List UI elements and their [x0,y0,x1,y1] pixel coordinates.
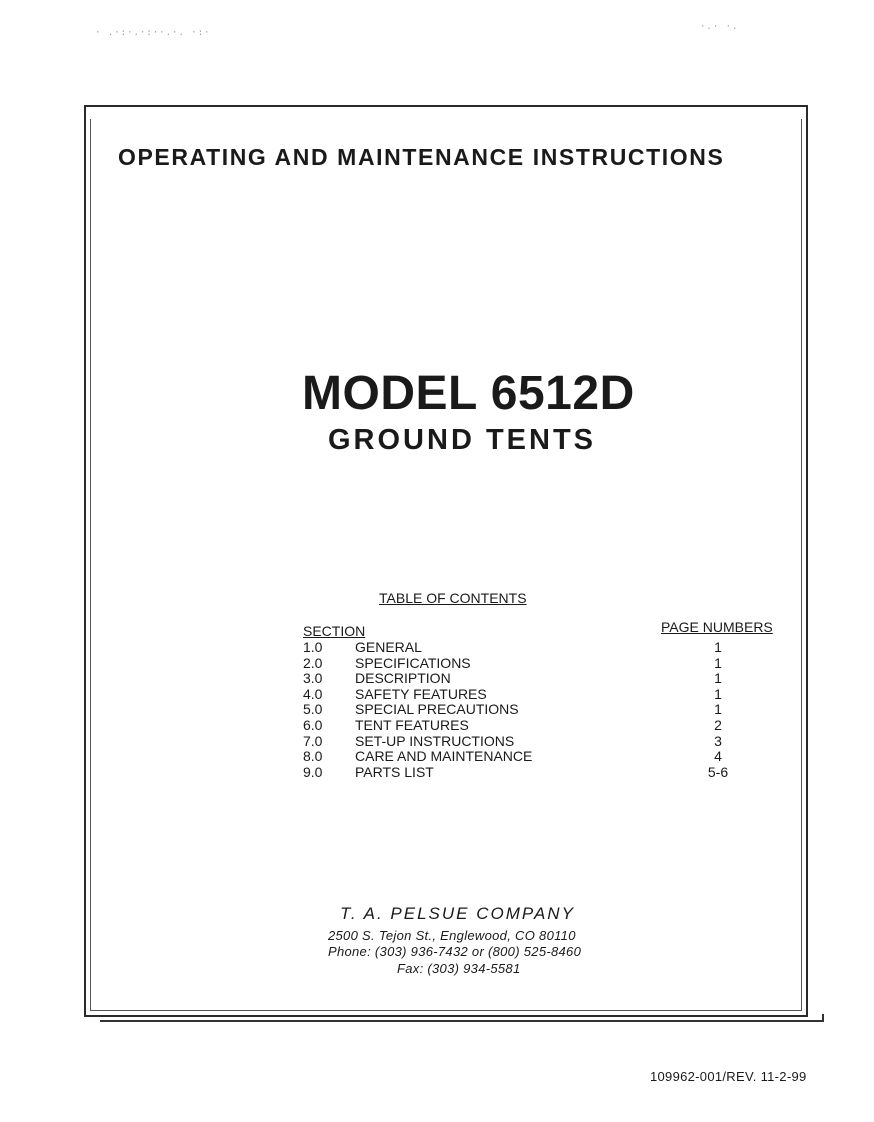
toc-page-number: 1 [714,685,722,702]
toc-row [303,765,783,781]
toc-row [303,749,783,765]
toc-page-number: 5-6 [707,763,729,780]
toc-section-number: 4.0 [303,685,323,702]
toc-row [303,687,783,703]
toc-list [303,640,783,780]
toc-section-title: TENT FEATURES [355,716,469,733]
toc-section-title: SET-UP INSTRUCTIONS [355,732,515,749]
toc-page-number: 4 [714,748,722,765]
model-subtitle: GROUND TENTS [328,424,596,456]
toc-row [303,656,783,672]
toc-section-number: 7.0 [303,732,323,749]
toc-row [303,671,783,687]
toc-section-number: 1.0 [303,639,323,655]
toc-section-title: SPECIFICATIONS [355,654,471,671]
toc-page-number: 1 [714,639,722,655]
toc-page-number: 1 [714,654,722,671]
toc-section-title: PARTS LIST [355,763,434,780]
toc-section-number: 8.0 [303,748,323,765]
toc-section-title: CARE AND MAINTENANCE [355,748,533,765]
toc-page-header: PAGE NUMBERS [661,619,773,635]
model-title: MODEL 6512D [302,367,635,420]
toc-row [303,702,783,718]
toc-page-number: 2 [714,716,722,733]
toc-row [303,718,783,734]
toc-page-number: 1 [714,701,722,718]
toc-section-title: DESCRIPTION [355,670,451,687]
scan-speck: ·.· ·. [700,22,739,32]
document-header: OPERATING AND MAINTENANCE INSTRUCTIONS [118,144,725,170]
company-phone: Phone: (303) 936-7432 or (800) 525-8460 [328,944,582,959]
page-border-inner [90,119,802,1011]
company-name: T. A. PELSUE COMPANY [340,904,575,923]
toc-row [303,734,783,750]
company-fax: Fax: (303) 934-5581 [397,961,521,976]
toc-section-title: GENERAL [355,639,422,655]
page-border [84,105,808,1017]
toc-page-number: 1 [714,670,722,687]
toc-row [303,640,783,656]
toc-section-number: 3.0 [303,670,323,687]
toc-section-title: SAFETY FEATURES [355,685,487,702]
document-number: 109962-001/REV. 11-2-99 [650,1069,807,1084]
toc-section-number: 5.0 [303,701,323,718]
toc-section-number: 9.0 [303,763,323,780]
scan-speck: · .·:·.·:··.·. ·:· [95,28,211,38]
toc-section-number: 6.0 [303,716,323,733]
toc-section-header: SECTION [303,623,366,639]
company-address: 2500 S. Tejon St., Englewood, CO 80110 [328,928,576,943]
toc-title: TABLE OF CONTENTS [379,590,527,606]
page-border-shadow [100,1014,824,1022]
toc-section-number: 2.0 [303,654,323,671]
toc-page-number: 3 [714,732,722,749]
toc-section-title: SPECIAL PRECAUTIONS [355,701,519,718]
